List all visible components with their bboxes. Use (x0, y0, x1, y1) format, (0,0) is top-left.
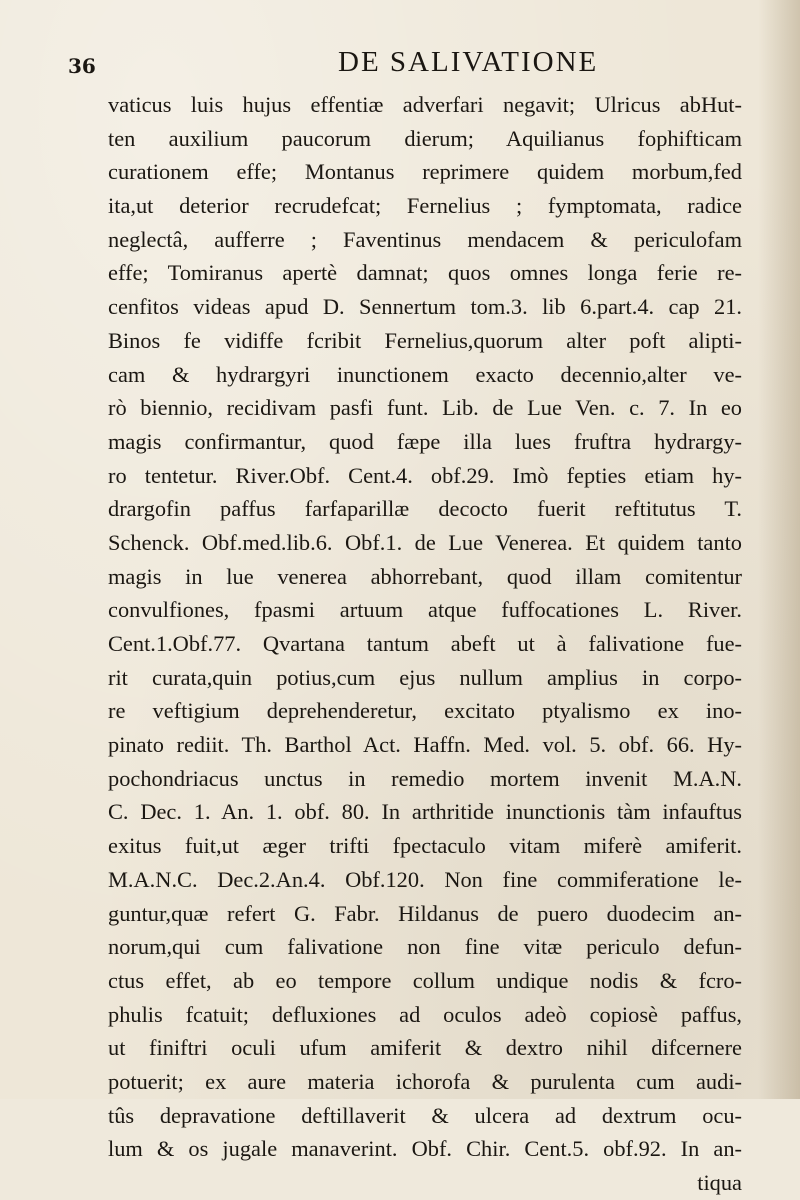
text-line: ctus effet, ab eo tempore collum undique nodis & fcro- (108, 967, 742, 993)
text-line: cenfitos videas apud D. Sennertum tom.3. lib 6.part.4. cap 21. (108, 294, 742, 320)
text-line: rò biennio, recidivam pasfi funt. Lib. de Lue Ven. c. 7. In eo (108, 395, 742, 421)
text-line: drargofin paffus farfaparillæ decocto fuerit reftitutus T. (108, 496, 742, 522)
body-text (108, 88, 742, 1200)
text-line: ut finiftri oculi ufum amiferit & dextro nihil difcernere (108, 1035, 742, 1061)
text-line: convulfiones, fpasmi artuum atque fuffocationes L. River. (108, 597, 742, 623)
text-line: C. Dec. 1. An. 1. obf. 80. In arthritide inunctionis tàm infauftus (108, 799, 742, 825)
text-line: rit curata,quin potius,cum ejus nullum amplius in corpo- (108, 664, 742, 690)
text-line: ita,ut deterior recrudefcat; Fernelius ; fymptomata, radice (108, 193, 742, 219)
page-number: 36 (68, 54, 96, 78)
text-line: Cent.1.Obf.77. Qvartana tantum abeft ut à falivatione fue- (108, 631, 742, 656)
text-line: guntur,quæ refert G. Fabr. Hildanus de puero duodecim an- (108, 900, 742, 926)
text-line: vaticus luis hujus effentiæ adverfari negavit; Ulricus abHut- (108, 92, 742, 117)
text-line: M.A.N.C. Dec.2.An.4. Obf.120. Non fine commiferatione le- (108, 866, 742, 892)
text-line: effe; Tomiranus apertè damnat; quos omnes longa ferie re- (108, 260, 742, 286)
text-line: pochondriacus unctus in remedio mortem invenit M.A.N. (108, 765, 742, 791)
text-line: potuerit; ex aure materia ichorofa & purulenta cum audi- (108, 1068, 742, 1094)
text-line: tûs depravatione deftillaverit & ulcera ad dextrum ocu- (108, 1102, 742, 1128)
text-line: magis in lue venerea abhorrebant, quod illam comitentur (108, 563, 742, 589)
text-line: curationem effe; Montanus reprimere quidem morbum,fed (108, 159, 742, 185)
text-line: magis confirmantur, quod fæpe illa lues fruftra hydrargy- (108, 428, 742, 454)
page-edge-shadow (758, 0, 800, 1099)
text-line: lum & os jugale manaverint. Obf. Chir. Cent.5. obf.92. In an- (108, 1136, 742, 1162)
text-line: ro tentetur. River.Obf. Cent.4. obf.29. Imò fepties etiam hy- (108, 462, 742, 488)
text-line: phulis fcatuit; defluxiones ad oculos adeò copiosè paffus, (108, 1001, 742, 1027)
catchword: tiqua (697, 1170, 742, 1195)
text-line: ten auxilium paucorum dierum; Aquilianus fophifticam (108, 125, 742, 151)
page-header (68, 46, 728, 80)
running-head: DE SALIVATIONE (338, 46, 599, 78)
text-line: re veftigium deprehenderetur, excitato ptyalismo ex ino- (108, 698, 742, 724)
text-line: exitus fuit,ut æger trifti fpectaculo vitam miferè amiferit. (108, 833, 742, 859)
text-line: pinato rediit. Th. Barthol Act. Haffn. Med. vol. 5. obf. 66. Hy- (108, 732, 742, 758)
text-line: neglectâ, aufferre ; Faventinus mendacem & periculofam (108, 226, 742, 252)
text-line: Schenck. Obf.med.lib.6. Obf.1. de Lue Venerea. Et quidem tanto (108, 529, 742, 555)
text-line: Binos fe vidiffe fcribit Fernelius,quorum alter poft alipti- (108, 327, 742, 353)
text-line: cam & hydrargyri inunctionem exacto decennio,alter ve- (108, 361, 742, 387)
text-line: norum,qui cum falivatione non fine vitæ periculo defun- (108, 934, 742, 960)
